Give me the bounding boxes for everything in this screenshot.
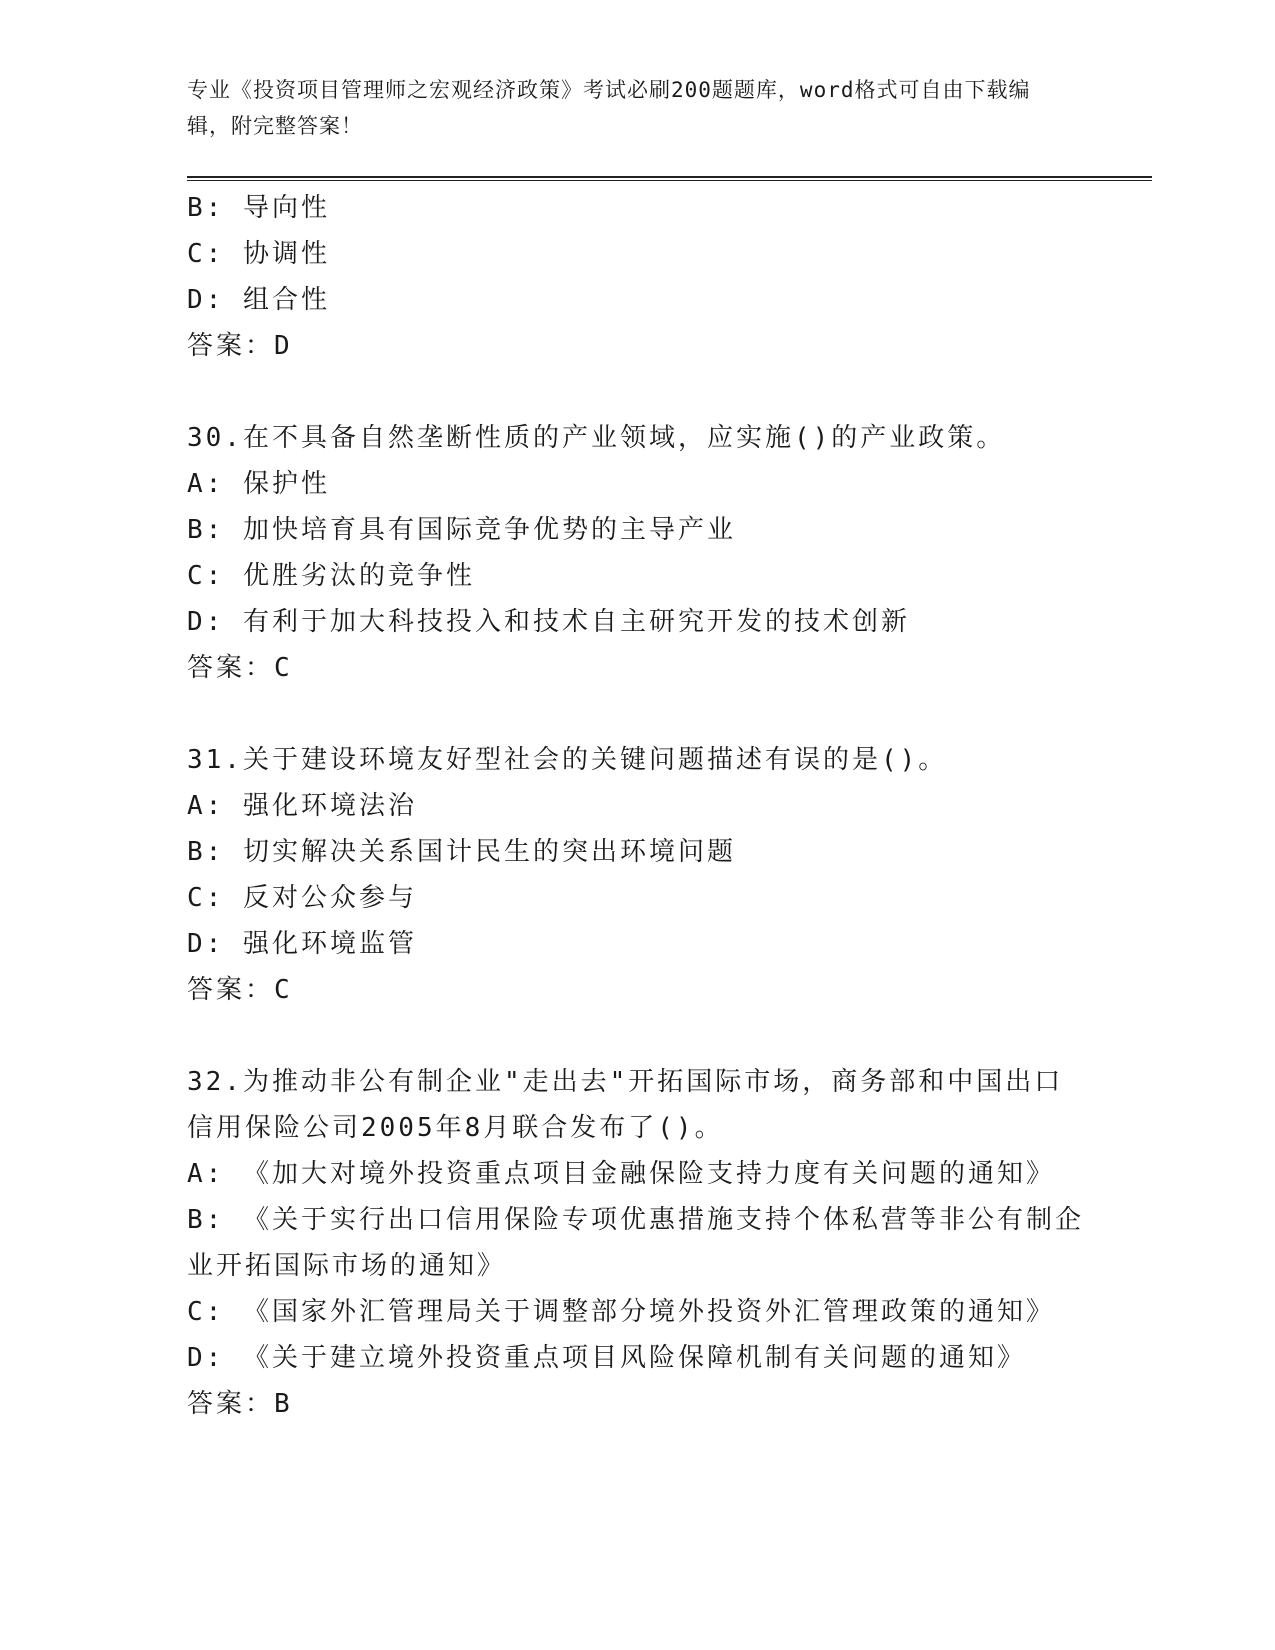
option-c: C: 协调性 [187,239,330,269]
option-d: D: 强化环境监管 [187,929,417,959]
answer-text: 答案：C [187,653,293,683]
option-a: A: 强化环境法治 [187,791,417,821]
document-header: 专业《投资项目管理师之宏观经济政策》考试必刷200题题库，word格式可自由下载编辑，附完整答案！ [187,78,1031,138]
question-list [187,185,1087,1427]
option-b: B: 导向性 [187,193,330,223]
option-b: B: 加快培育具有国际竞争优势的主导产业 [187,515,736,545]
header-divider [187,176,1152,181]
option-b: B: 切实解决关系国计民生的突出环境问题 [187,837,736,867]
question-stem: 32.为推动非公有制企业"走出去"开拓国际市场，商务部和中国出口信用保险公司2005年8月联合发布了()。 [187,1067,1064,1143]
option-a: A: 《加大对境外投资重点项目金融保险支持力度有关问题的通知》 [187,1159,1055,1189]
answer-text: 答案：C [187,975,293,1005]
question-stem: 30.在不具备自然垄断性质的产业领域，应实施()的产业政策。 [187,423,1006,453]
previous-question-tail [187,185,1087,369]
question-stem: 31.关于建设环境友好型社会的关键问题描述有误的是()。 [187,745,948,775]
option-c: C: 《国家外汇管理局关于调整部分境外投资外汇管理政策的通知》 [187,1297,1055,1327]
option-d: D: 有利于加大科技投入和技术自主研究开发的技术创新 [187,607,910,637]
option-a: A: 保护性 [187,469,330,499]
option-c: C: 反对公众参与 [187,883,417,913]
question-32 [187,1059,1087,1427]
question-31 [187,737,1087,1013]
answer-text: 答案：D [187,331,293,361]
option-c: C: 优胜劣汰的竞争性 [187,561,475,591]
option-b: B: 《关于实行出口信用保险专项优惠措施支持个体私营等非公有制企业开拓国际市场的通知》 [187,1205,1084,1281]
answer-text: 答案：B [187,1389,293,1419]
option-d: D: 组合性 [187,285,330,315]
question-30 [187,415,1087,691]
option-d: D: 《关于建立境外投资重点项目风险保障机制有关问题的通知》 [187,1343,1026,1373]
